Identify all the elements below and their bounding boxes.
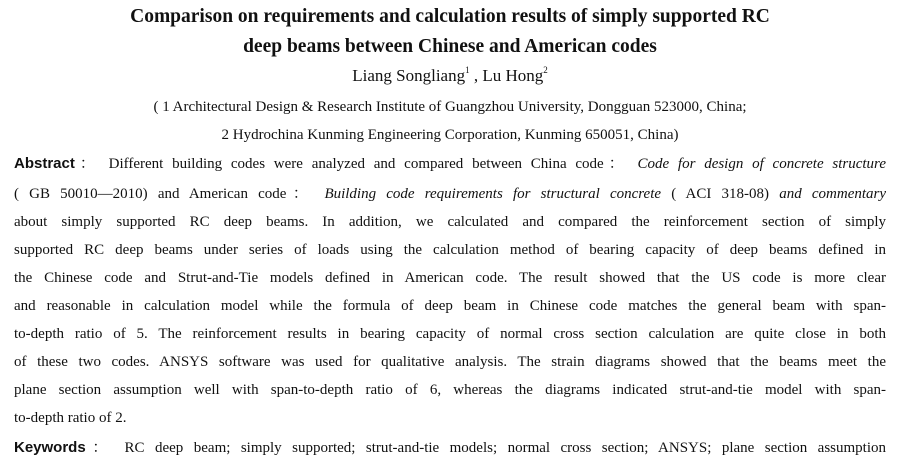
abstract-line <box>14 183 886 205</box>
abstract-text: ( ACI 318-08) <box>671 186 770 202</box>
abstract-italic-text: Building code requirements for structural concrete <box>324 186 662 202</box>
affiliation-line-1: ( 1 Architectural Design & Research Institute of Guangzhou University, Dongguan 523000, China; <box>153 99 747 115</box>
abstract-text: Different building codes were analyzed and compared between China code： <box>108 156 629 172</box>
abstract-text: ( GB 50010—2010) and American code： <box>14 186 315 202</box>
keywords-label: Keywords <box>14 439 86 456</box>
abstract-line: and reasonable in calculation model while the formula of deep beam in Chinese code matches the general beam with span- <box>14 298 886 314</box>
author-affiliation-mark: 1 <box>465 65 470 75</box>
abstract-line <box>14 153 886 175</box>
author-name: Liang Songliang <box>352 66 466 85</box>
paper-title-line-1: Comparison on requirements and calculation results of simply supported RC <box>130 6 770 27</box>
keywords-colon: ： <box>85 440 115 456</box>
paper-title-line-2: deep beams between Chinese and American codes <box>243 36 657 57</box>
abstract-colon: ： <box>74 156 100 172</box>
author-list <box>0 64 900 88</box>
abstract-line: the Chinese code and Strut-and-Tie models defined in American code. The result showed that the US code is more clear <box>14 270 886 286</box>
abstract-italic-text: Code for design of concrete structure <box>637 156 886 172</box>
author-name: Lu Hong <box>482 66 544 85</box>
keywords-text: RC deep beam; simply supported; strut-and-tie models; normal cross section; ANSYS; plane section assumption <box>124 440 887 456</box>
keywords-line <box>14 437 886 459</box>
author-affiliation-mark: 2 <box>543 65 548 75</box>
author-separator: , <box>469 66 483 85</box>
abstract-line: about simply supported RC deep beams. In addition, we calculated and compared the reinforcement section of simply <box>14 214 886 230</box>
abstract-line: to-depth ratio of 2. <box>14 410 127 426</box>
abstract-label: Abstract <box>14 155 75 172</box>
abstract-italic-text: and commentary <box>779 186 887 202</box>
abstract-line: to-depth ratio of 5. The reinforcement results in bearing capacity of normal cross section calculation are quite close in both <box>14 326 886 342</box>
abstract-line: of these two codes. ANSYS software was used for qualitative analysis. The strain diagrams showed that the beams meet the <box>14 354 886 370</box>
abstract-line: supported RC deep beams under series of loads using the calculation method of bearing capacity of deep beams defined in <box>14 242 886 258</box>
abstract-line: plane section assumption well with span-to-depth ratio of 6, whereas the diagrams indicated strut-and-tie model with span- <box>14 382 886 398</box>
affiliation-line-2: 2 Hydrochina Kunming Engineering Corporation, Kunming 650051, China) <box>221 127 679 143</box>
